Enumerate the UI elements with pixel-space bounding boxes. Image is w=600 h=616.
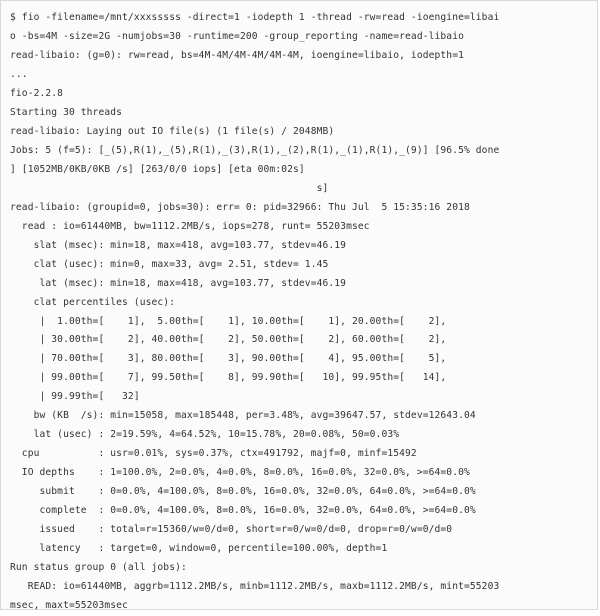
jobs-status-line: Jobs: 5 (f=5): [_(5),R(1),_(5),R(1),_(3),R(1),_(2),R(1),_(1),R(1),_(9)] [96.5% done	[10, 144, 500, 156]
percentile-row: | 99.99th=[ 32]	[10, 391, 140, 403]
job-config-line: read-libaio: (g=0): rw=read, bs=4M-4M/4M-4M/4M-4M, ioengine=libaio, iodepth=1	[10, 49, 464, 61]
fio-version-line: fio-2.2.8	[10, 87, 64, 99]
read-summary-line-continued: msec, maxt=55203msec	[10, 600, 128, 612]
ellipsis-line: ...	[10, 68, 28, 80]
run-status-header: Run status group 0 (all jobs):	[10, 562, 187, 574]
complete-line: complete : 0=0.0%, 4=100.0%, 8=0.0%, 16=0.0%, 32=0.0%, 64=0.0%, >=64=0.0%	[10, 505, 476, 517]
jobs-status-line-tail: s]	[10, 182, 329, 194]
group-summary-line: read-libaio: (groupid=0, jobs=30): err= 0: pid=32966: Thu Jul 5 15:35:16 2018	[10, 201, 470, 213]
bandwidth-line: bw (KB /s): min=15058, max=185448, per=3.48%, avg=39647.57, stdev=12643.04	[10, 410, 476, 422]
clat-line: clat (usec): min=0, max=33, avg= 2.51, stdev= 1.45	[10, 258, 329, 270]
io-depths-line: IO depths : 1=100.0%, 2=0.0%, 4=0.0%, 8=0.0%, 16=0.0%, 32=0.0%, >=64=0.0%	[10, 467, 470, 479]
percentile-row: | 1.00th=[ 1], 5.00th=[ 1], 10.00th=[ 1], 20.00th=[ 2],	[10, 315, 447, 327]
read-stats-line: read : io=61440MB, bw=1112.2MB/s, iops=278, runt= 55203msec	[10, 220, 370, 232]
cpu-line: cpu : usr=0.01%, sys=0.37%, ctx=491792, majf=0, minf=15492	[10, 448, 417, 460]
jobs-status-line-continued: ] [1052MB/0KB/0KB /s] [263/0/0 iops] [eta 00m:02s]	[10, 163, 305, 175]
layout-file-line: read-libaio: Laying out IO file(s) (1 file(s) / 2048MB)	[10, 125, 335, 137]
latency-line: latency : target=0, window=0, percentile=100.00%, depth=1	[10, 543, 388, 555]
percentile-row: | 30.00th=[ 2], 40.00th=[ 2], 50.00th=[ 2], 60.00th=[ 2],	[10, 334, 447, 346]
lat-line: lat (msec): min=18, max=418, avg=103.77, stdev=46.19	[10, 277, 347, 289]
starting-threads-line: Starting 30 threads	[10, 106, 123, 118]
command-line-continued: o -bs=4M -size=2G -numjobs=30 -runtime=200 -group_reporting -name=read-libaio	[10, 30, 464, 42]
percentile-row: | 99.00th=[ 7], 99.50th=[ 8], 99.90th=[ 10], 99.95th=[ 14],	[10, 372, 447, 384]
lat-distribution-line: lat (usec) : 2=19.59%, 4=64.52%, 10=15.78%, 20=0.08%, 50=0.03%	[10, 429, 400, 441]
command-line: $ fio -filename=/mnt/xxxsssss -direct=1 -iodepth 1 -thread -rw=read -ioengine=libai	[10, 12, 500, 23]
issued-line: issued : total=r=15360/w=0/d=0, short=r=0/w=0/d=0, drop=r=0/w=0/d=0	[10, 524, 453, 536]
clat-percentiles-header: clat percentiles (usec):	[10, 296, 176, 308]
read-summary-line: READ: io=61440MB, aggrb=1112.2MB/s, minb=1112.2MB/s, maxb=1112.2MB/s, mint=55203	[10, 581, 500, 593]
slat-line: slat (msec): min=18, max=418, avg=103.77, stdev=46.19	[10, 239, 347, 251]
percentile-row: | 70.00th=[ 3], 80.00th=[ 3], 90.00th=[ 4], 95.00th=[ 5],	[10, 353, 447, 365]
submit-line: submit : 0=0.0%, 4=100.0%, 8=0.0%, 16=0.0%, 32=0.0%, 64=0.0%, >=64=0.0%	[10, 486, 476, 498]
